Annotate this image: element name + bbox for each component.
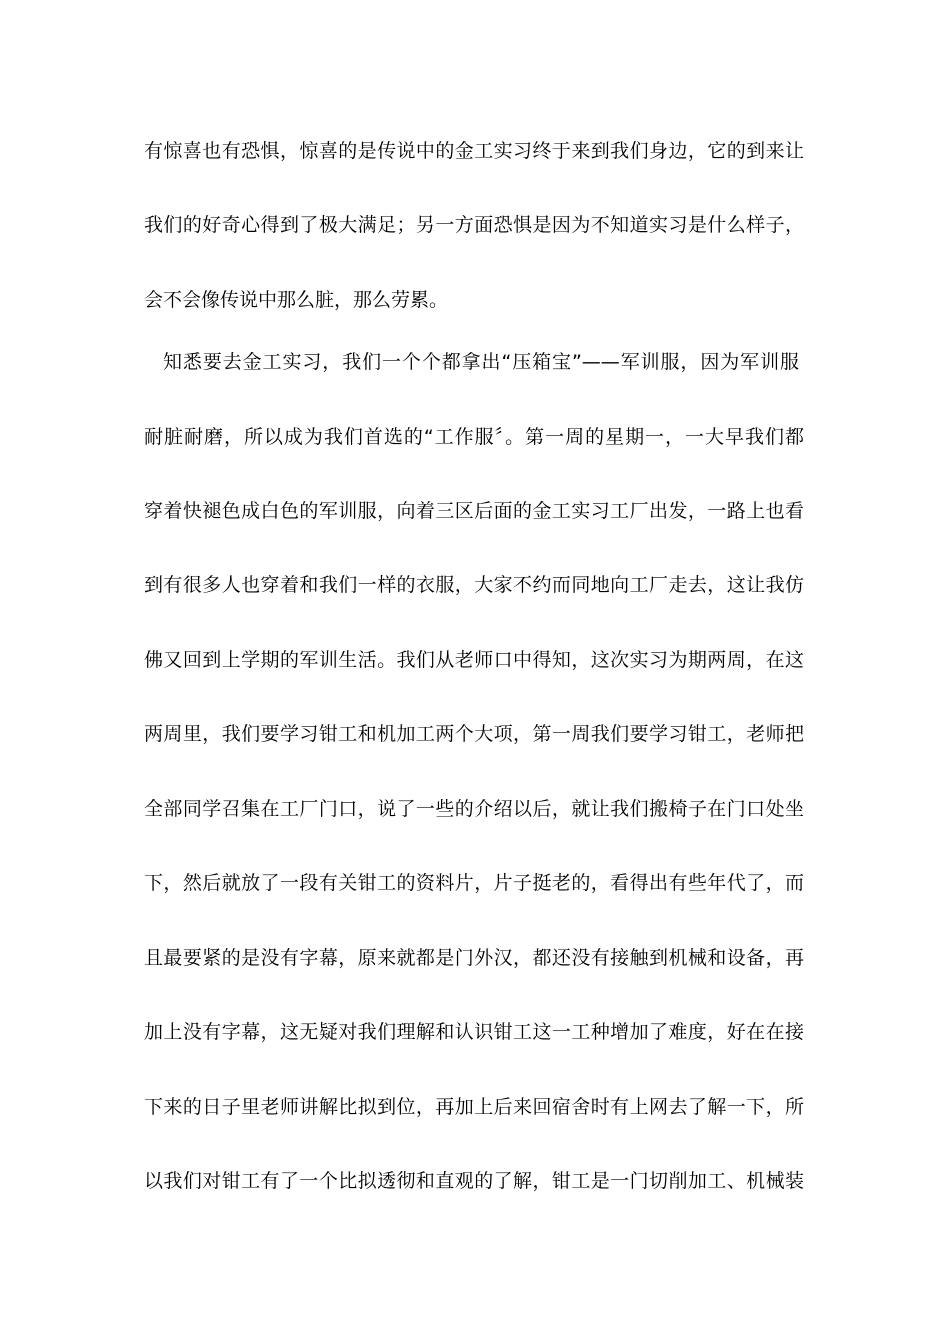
paragraph-line: 佛又回到上学期的军训生活。我们从老师口中得知，这次实习为期两周，在这	[144, 649, 804, 671]
paragraph-line: 有惊喜也有恐惧，惊喜的是传说中的金工实习终于来到我们身边，它的到来让	[144, 140, 804, 162]
paragraph-line: 两周里，我们要学习钳工和机加工两个大项，第一周我们要学习钳工，老师把	[144, 723, 804, 745]
paragraph-line: 以我们对钳工有了一个比拟透彻和直观的了解，钳工是一门切削加工、机械装	[144, 1170, 804, 1192]
paragraph-line: 会不会像传说中那么脏，那么劳累。	[144, 289, 449, 311]
paragraph-line: 我们的好奇心得到了极大满足；另一方面恐惧是因为不知道实习是什么样子，	[144, 214, 804, 236]
paragraph-line: 耐脏耐磨，所以成为我们首选的“工作服〞。第一周的星期一，一大早我们都	[144, 426, 804, 448]
paragraph-line: 加上没有字幕，这无疑对我们理解和认识钳工这一工种增加了难度，好在在接	[144, 1021, 804, 1043]
paragraph-line: 全部同学召集在工厂门口，说了一些的介绍以后，就让我们搬椅子在门口处坐	[144, 798, 804, 820]
paragraph-line: 且最要紧的是没有字幕，原来就都是门外汉，都还没有接触到机械和设备，再	[144, 947, 804, 969]
paragraph-line: 到有很多人也穿着和我们一样的衣服，大家不约而同地向工厂走去，这让我仿	[144, 574, 804, 596]
paragraph-line: 下来的日子里老师讲解比拟到位，再加上后来回宿舍时有上网去了解一下，所	[144, 1096, 804, 1118]
paragraph-line: 知悉要去金工实习，我们一个个都拿出“压箱宝”——军训服，因为军训服	[163, 351, 799, 373]
paragraph-line: 穿着快褪色成白色的军训服，向着三区后面的金工实习工厂出发，一路上也看	[144, 500, 804, 522]
paragraph-line: 下，然后就放了一段有关钳工的资料片，片子挺老的，看得出有些年代了，而	[144, 872, 804, 894]
